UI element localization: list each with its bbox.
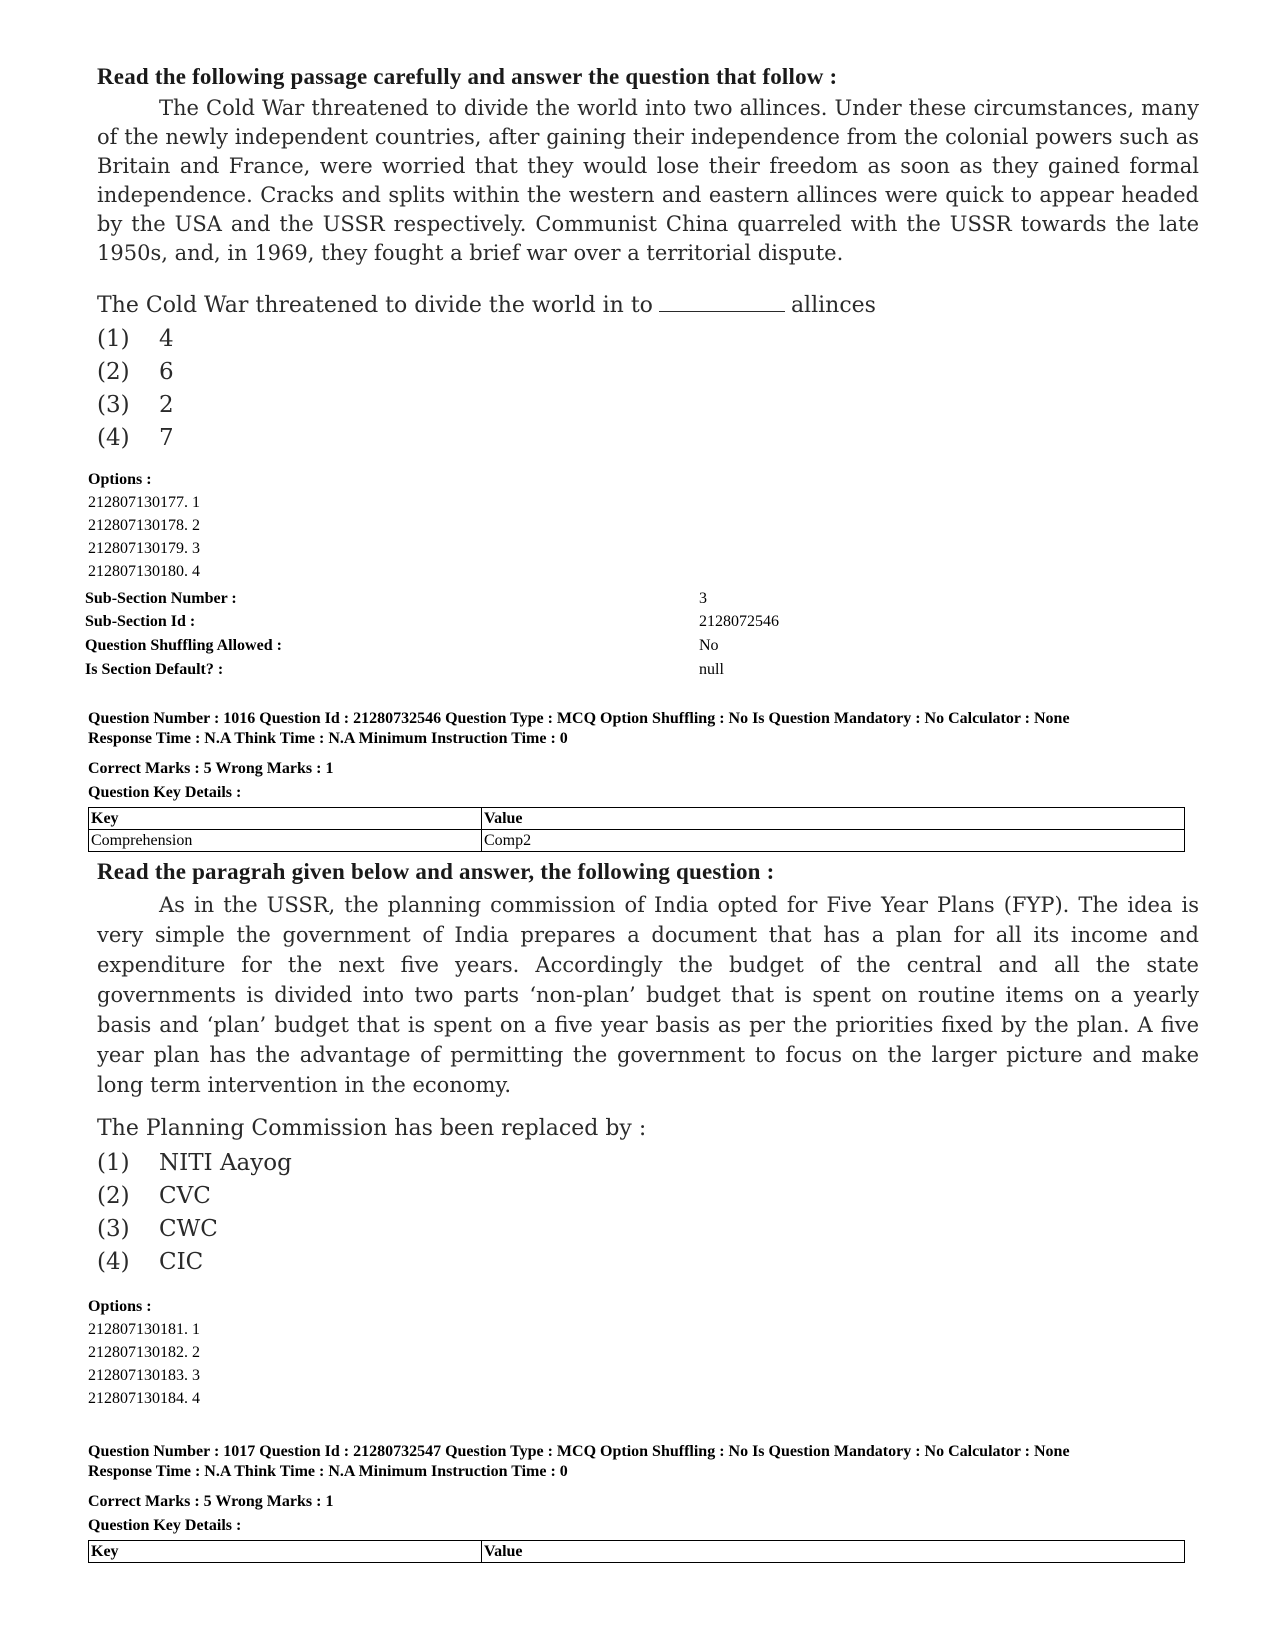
table-header-key: Key <box>89 808 482 830</box>
choice-number: (2) <box>97 359 130 385</box>
options-label: Options : <box>88 1298 152 1315</box>
question-header-line: Question Number : 1017 Question Id : 21280732547 Question Type : MCQ Option Shuffling : No Is Question Mandatory : No Calculator : None <box>88 1443 1070 1460</box>
question-text: The Planning Commission has been replaced by : <box>97 1116 647 1141</box>
option-id: 212807130182. 2 <box>88 1344 200 1361</box>
option-id: 212807130181. 1 <box>88 1321 200 1338</box>
choice-text: 4 <box>159 326 174 352</box>
question-header-line: Response Time : N.A Think Time : N.A Minimum Instruction Time : 0 <box>88 730 568 747</box>
subsection-number-label: Sub-Section Number : <box>85 590 237 607</box>
option-id: 212807130183. 3 <box>88 1367 200 1384</box>
choice-item <box>97 359 174 392</box>
option-id: 212807130177. 1 <box>88 494 200 511</box>
choice-number: (3) <box>97 1216 130 1242</box>
choice-number: (3) <box>97 392 130 418</box>
options-label: Options : <box>88 471 152 488</box>
section-default-label: Is Section Default? : <box>85 661 224 678</box>
choice-number: (1) <box>97 1150 130 1176</box>
question-text-before-blank: The Cold War threatened to divide the world in to <box>97 293 653 318</box>
question-text-after-blank: allinces <box>790 293 876 318</box>
comprehension-instruction: Read the paragrah given below and answer, the following question : <box>97 859 775 884</box>
comprehension-passage: As in the USSR, the planning commission of India opted for Five Year Plans (FYP). The idea is very simple the government of India prepares a document that has a plan for all its income and expenditure for the next five years. Accordingly the budget of the central and all the state governments is divided into two parts ‘non-plan’ budget that is spent on routine items on a yearly basis and ‘plan’ budget that is spent on a five year basis as per the priorities fixed by the plan. A five year plan has the advantage of permitting the government to focus on the larger picture and make long term intervention in the economy. <box>97 893 1199 1097</box>
section-default-value: null <box>699 661 724 678</box>
key-details-label: Question Key Details : <box>88 1517 242 1534</box>
marks-line: Correct Marks : 5 Wrong Marks : 1 <box>88 1493 334 1510</box>
comprehension-instruction: Read the following passage carefully and answer the question that follow : <box>97 64 838 89</box>
choice-text: CVC <box>159 1183 211 1209</box>
choice-text: NITI Aayog <box>159 1150 292 1176</box>
question-key-table <box>88 807 1185 852</box>
choice-item <box>97 1150 292 1183</box>
question-shuffling-label: Question Shuffling Allowed : <box>85 637 282 654</box>
table-header-row <box>89 1541 1185 1563</box>
subsection-number-value: 3 <box>699 590 707 607</box>
table-header-value: Value <box>482 808 1185 830</box>
choice-item <box>97 392 174 425</box>
table-cell-key: Comprehension <box>89 830 482 852</box>
choice-list <box>97 326 174 458</box>
subsection-id-value: 2128072546 <box>699 613 779 630</box>
marks-line: Correct Marks : 5 Wrong Marks : 1 <box>88 760 334 777</box>
option-id: 212807130184. 4 <box>88 1390 200 1407</box>
choice-text: 2 <box>159 392 174 418</box>
comprehension-passage: The Cold War threatened to divide the world into two allinces. Under these circumstances, many of the newly independent countries, after gaining their independence from the colonial powers such as Britain and France, were worried that they would lose their freedom as soon as they gained formal independence. Cracks and splits within the western and eastern allinces were quick to appear headed by the USA and the USSR respectively. Communist China quarreled with the USSR towards the late 1950s, and, in 1969, they fought a brief war over a territorial dispute. <box>97 96 1199 265</box>
choice-text: 6 <box>159 359 174 385</box>
table-header-value: Value <box>482 1541 1185 1563</box>
question-shuffling-value: No <box>699 637 719 654</box>
option-id: 212807130178. 2 <box>88 517 200 534</box>
table-header-key: Key <box>89 1541 482 1563</box>
question-header-line: Response Time : N.A Think Time : N.A Minimum Instruction Time : 0 <box>88 1463 568 1480</box>
choice-item <box>97 326 174 359</box>
choice-number: (4) <box>97 425 130 451</box>
question-header <box>88 1442 1070 1482</box>
question-text <box>97 291 876 320</box>
table-row <box>89 830 1185 852</box>
options-block <box>88 1295 200 1410</box>
option-id: 212807130179. 3 <box>88 540 200 557</box>
question-key-table <box>88 1540 1185 1563</box>
choice-text: CIC <box>159 1249 204 1275</box>
choice-item <box>97 1216 292 1249</box>
choice-item <box>97 425 174 458</box>
key-details-label: Question Key Details : <box>88 784 242 801</box>
table-header-row <box>89 808 1185 830</box>
choice-number: (1) <box>97 326 130 352</box>
table-cell-value: Comp2 <box>482 830 1185 852</box>
choice-item <box>97 1249 292 1282</box>
options-block <box>88 468 200 583</box>
choice-list <box>97 1150 292 1282</box>
choice-item <box>97 1183 292 1216</box>
choice-text: 7 <box>159 425 174 451</box>
option-id: 212807130180. 4 <box>88 563 200 580</box>
answer-blank <box>659 293 785 312</box>
choice-number: (4) <box>97 1249 130 1275</box>
question-header <box>88 709 1070 749</box>
subsection-id-label: Sub-Section Id : <box>85 613 196 630</box>
choice-number: (2) <box>97 1183 130 1209</box>
choice-text: CWC <box>159 1216 218 1242</box>
question-header-line: Question Number : 1016 Question Id : 21280732546 Question Type : MCQ Option Shuffling : No Is Question Mandatory : No Calculator : None <box>88 710 1070 727</box>
